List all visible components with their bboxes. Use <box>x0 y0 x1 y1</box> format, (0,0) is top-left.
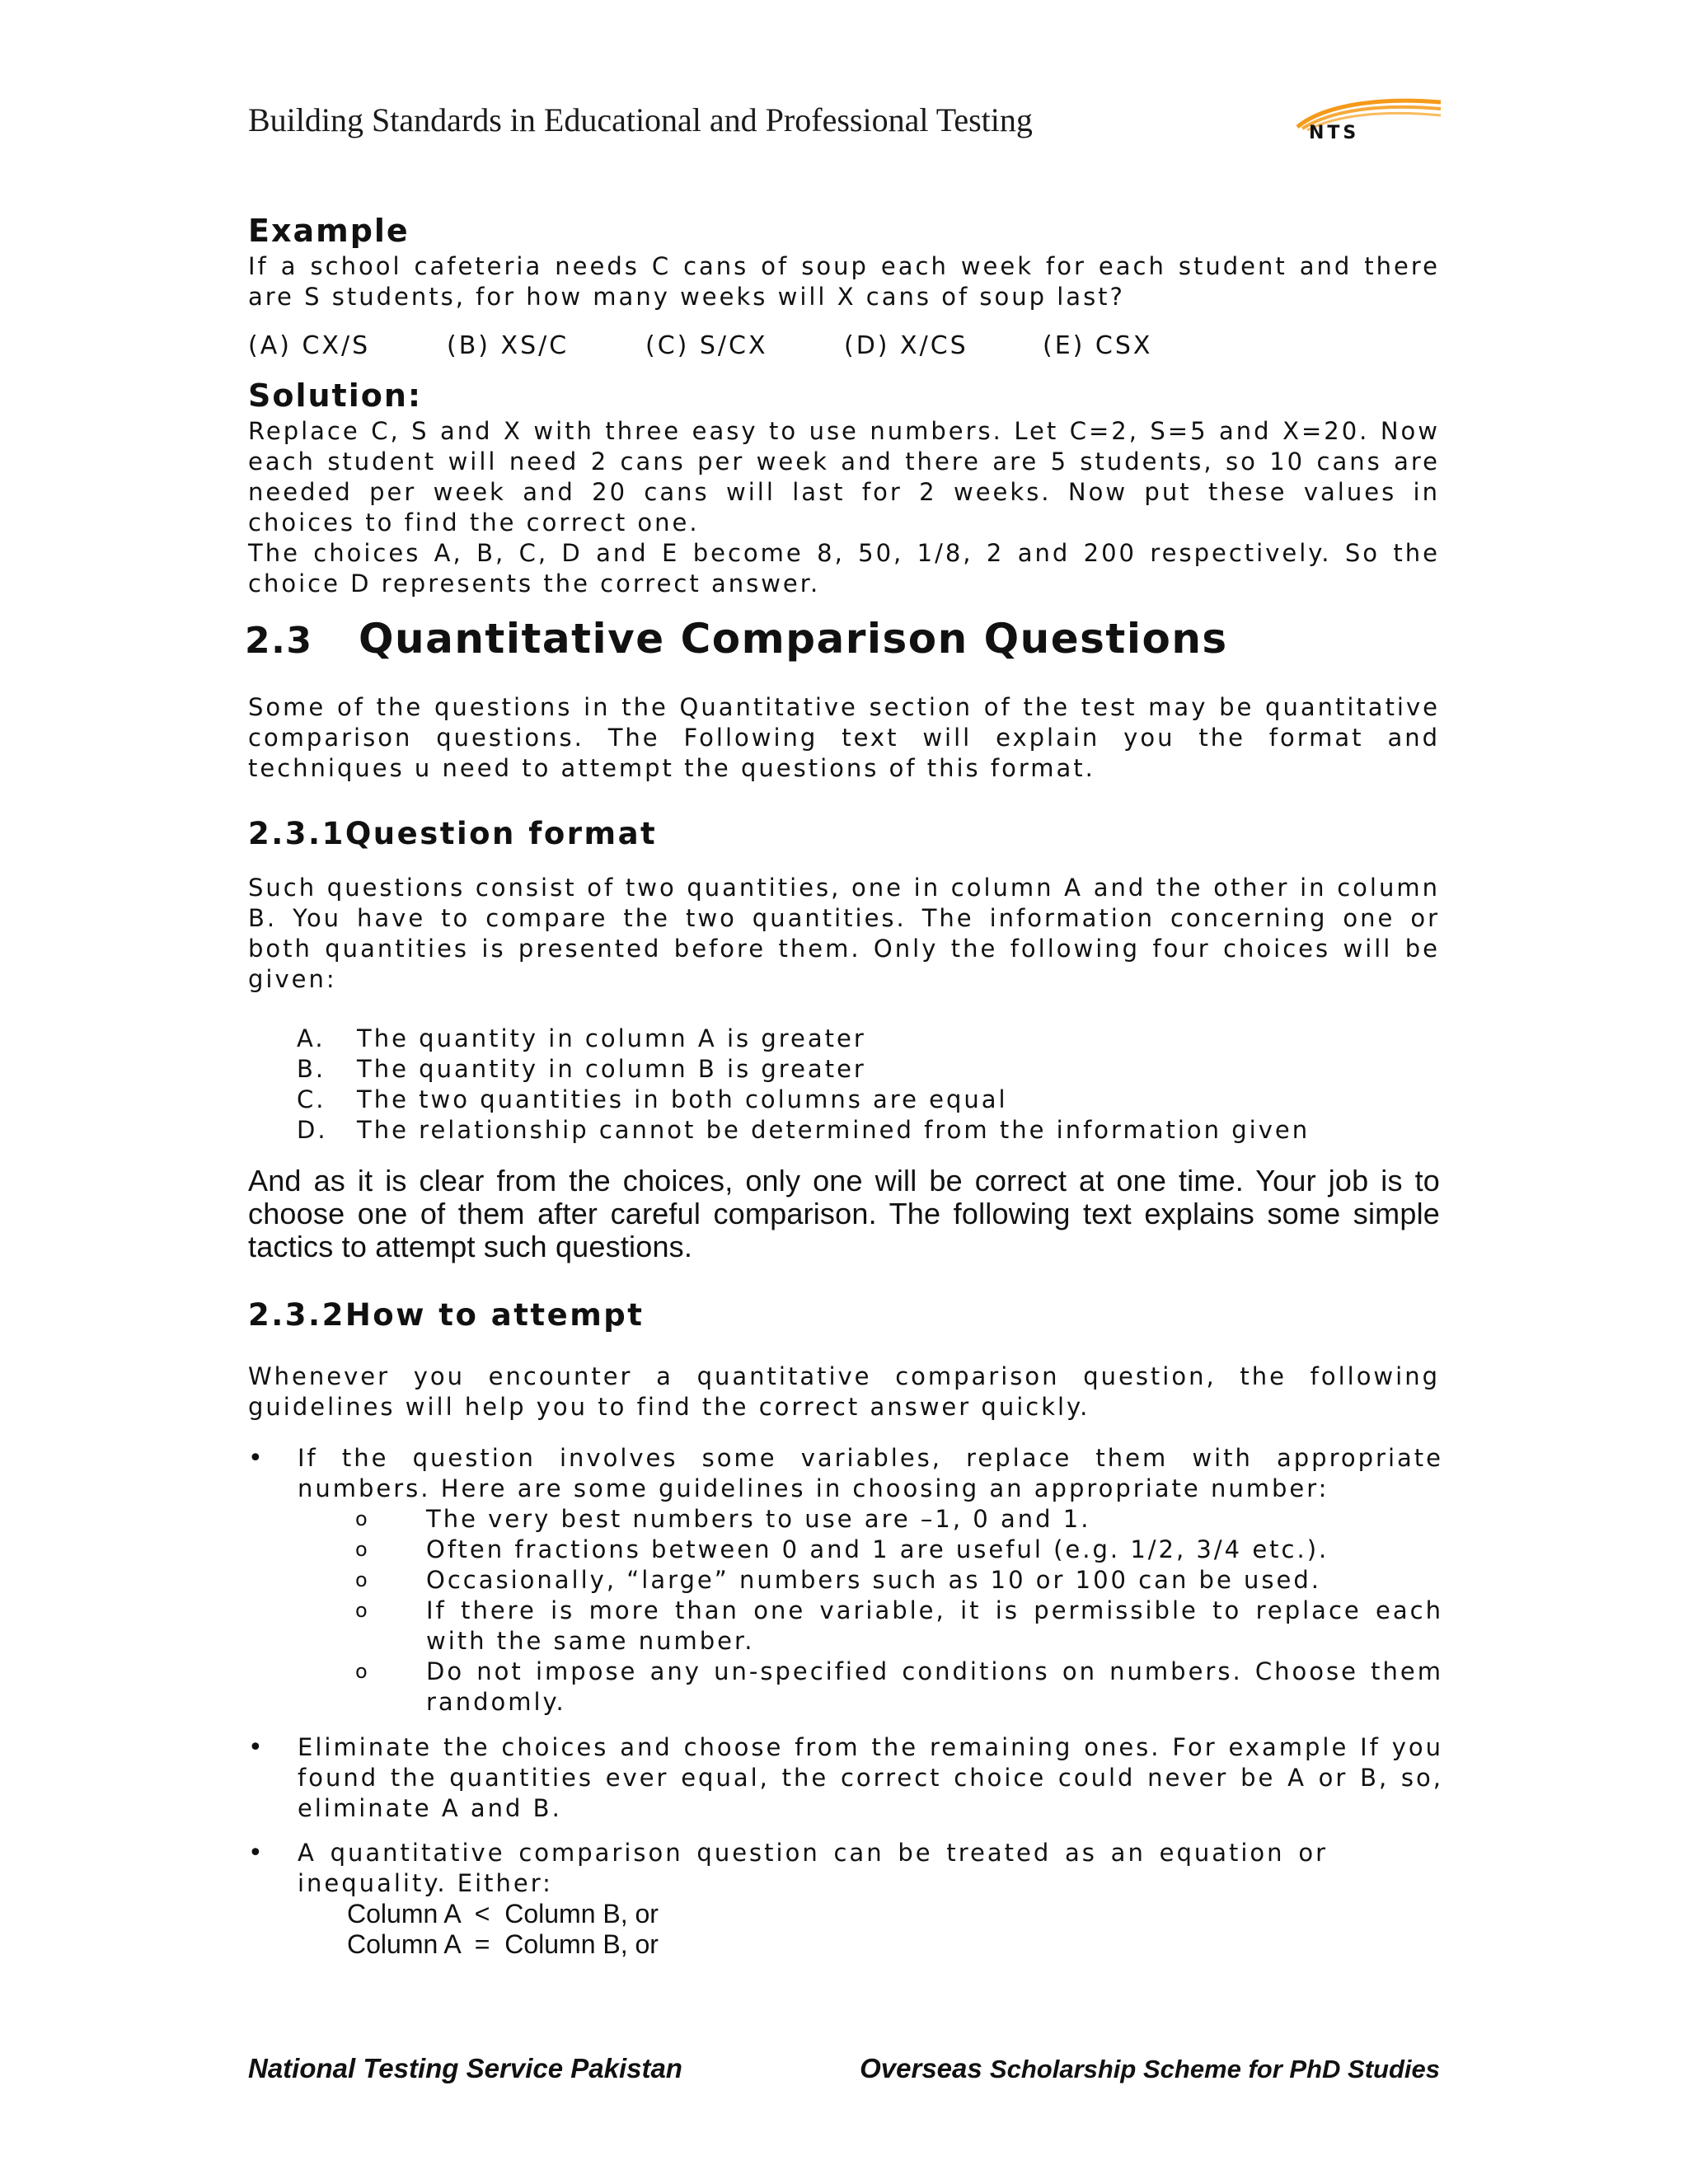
guideline-bullet-1 <box>248 1443 1443 1718</box>
bullet-icon: • <box>248 1733 263 1762</box>
footer-right <box>860 2053 1440 2084</box>
list-item <box>355 1565 1443 1596</box>
circle-bullet-icon: o <box>355 1568 368 1591</box>
footer-right-first-word: Overseas <box>860 2053 982 2083</box>
bullet-1-text: If the question involves some variables, replace them with appropriate numbers. Here are some guidelines in choosing an appropriate number: <box>298 1444 1443 1502</box>
example-question: If a school cafeteria needs C cans of soup each week for each student and there are S students, for how many weeks will X cans of soup last? <box>248 252 1440 311</box>
question-format-heading: 2.3.1Question format <box>248 816 658 851</box>
section-intro: Some of the questions in the Quantitative section of the test may be quantitative comparison questions. The Following text will explain you the format and techniques u need to attempt the questions of this format. <box>248 693 1440 782</box>
option-marker: B. <box>297 1055 326 1083</box>
question-format-para-block <box>248 873 1440 995</box>
list-item <box>355 1596 1443 1657</box>
option-text: The quantity in column A is greater <box>357 1024 866 1052</box>
list-item <box>355 1535 1443 1565</box>
choice-b: (B) XS/C <box>447 331 570 360</box>
example-label: Example <box>248 213 410 249</box>
example-question-block <box>248 251 1440 312</box>
list-item <box>297 1024 1442 1054</box>
circle-bullet-icon: o <box>355 1507 368 1530</box>
option-marker: C. <box>297 1085 326 1113</box>
list-item <box>297 1085 1442 1115</box>
bullet-3-text: A quantitative comparison question can be treated as an equation or inequality. Either: <box>298 1839 1328 1897</box>
guideline-bullet-3 <box>248 1838 1443 1960</box>
question-format-heading-block <box>248 816 1440 851</box>
list-item <box>297 1054 1442 1085</box>
option-text: The relationship cannot be determined from the information given <box>357 1116 1311 1144</box>
option-marker: A. <box>297 1024 326 1052</box>
option-marker: D. <box>297 1116 328 1144</box>
circle-bullet-icon: o <box>355 1599 368 1622</box>
circle-bullet-icon: o <box>355 1538 368 1561</box>
circle-bullet-icon: o <box>355 1660 368 1683</box>
solution-text-block <box>248 416 1440 599</box>
question-format-para: Such questions consist of two quantities, one in column A and the other in column B. You have to compare the two quantities. The information concerning one or both quantities is presented before them. Only the following four choices will be given: <box>248 874 1440 993</box>
choice-e: (E) CSX <box>1043 331 1153 360</box>
comparison-forms <box>347 1899 1443 1960</box>
guideline-bullet-2 <box>248 1732 1443 1824</box>
example-choices <box>248 331 1440 360</box>
choice-d: (D) X/CS <box>844 331 968 360</box>
bullet-2-text: Eliminate the choices and choose from the remaining ones. For example If you found the quantities ever equal, the correct choice could never be A or B, so, eliminate A and B. <box>298 1733 1443 1822</box>
logo-text: NTS <box>1309 123 1360 142</box>
list-item <box>355 1657 1443 1718</box>
how-to-attempt-intro: Whenever you encounter a quantitative comparison question, the following guidelines will help you to find the correct answer quickly. <box>248 1362 1440 1421</box>
list-item <box>297 1115 1442 1146</box>
sub-bullet-text: Occasionally, “large” numbers such as 10 or 100 can be used. <box>426 1566 1321 1594</box>
sub-bullet-text: Often fractions between 0 and 1 are useful (e.g. 1/2, 3/4 etc.). <box>426 1535 1329 1563</box>
section-intro-block <box>248 692 1440 784</box>
bullet-icon: • <box>248 1444 263 1473</box>
section-heading <box>245 615 1228 663</box>
footer-right-rest: Scholarship Scheme for PhD Studies <box>989 2055 1440 2083</box>
section-number: 2.3 <box>245 620 313 662</box>
choice-a: (A) CX/S <box>248 331 371 360</box>
comparison-line: Column A = Column B, or <box>347 1929 659 1959</box>
comparison-line: Column A < Column B, or <box>347 1899 659 1929</box>
solution-label-block <box>248 377 1440 414</box>
solution-para-1: Replace C, S and X with three easy to use numbers. Let C=2, S=5 and X=20. Now each student will need 2 cans per week and there are 5 students, so 10 cans are needed per week and 20 cans will last for 2 weeks. Now put these values in choices to find the correct one. <box>248 417 1440 537</box>
example-block <box>248 213 1440 249</box>
after-options-para: And as it is clear from the choices, only one will be correct at one time. Your job is to choose one of them after careful comparison. The following text explains some simple tactics to attempt such questions. <box>248 1164 1440 1263</box>
number-guidelines-list <box>355 1504 1443 1718</box>
sub-bullet-text: If there is more than one variable, it is permissible to replace each with the same number. <box>426 1596 1443 1655</box>
how-to-attempt-heading-block <box>248 1297 1440 1333</box>
choice-c: (C) S/CX <box>645 331 768 360</box>
sub-bullet-text: The very best numbers to use are –1, 0 and 1. <box>426 1505 1091 1533</box>
comparison-options-list <box>297 1024 1442 1146</box>
solution-para-2: The choices A, B, C, D and E become 8, 50, 1/8, 2 and 200 respectively. So the choice D represents the correct answer. <box>248 539 1440 598</box>
list-item <box>355 1504 1443 1535</box>
solution-label: Solution: <box>248 377 423 414</box>
bullet-icon: • <box>248 1839 263 1868</box>
how-to-attempt-intro-block <box>248 1361 1440 1422</box>
sub-bullet-text: Do not impose any un-specified conditions on numbers. Choose them randomly. <box>426 1657 1443 1716</box>
option-text: The two quantities in both columns are equal <box>357 1085 1008 1113</box>
section-title: Quantitative Comparison Questions <box>359 615 1228 663</box>
footer-left: National Testing Service Pakistan <box>248 2053 682 2083</box>
how-to-attempt-heading: 2.3.2How to attempt <box>248 1297 645 1333</box>
header-title: Building Standards in Educational and Professional Testing <box>248 101 1033 138</box>
option-text: The quantity in column B is greater <box>357 1055 866 1083</box>
nts-logo <box>1292 96 1444 142</box>
after-options-block <box>248 1165 1440 1263</box>
